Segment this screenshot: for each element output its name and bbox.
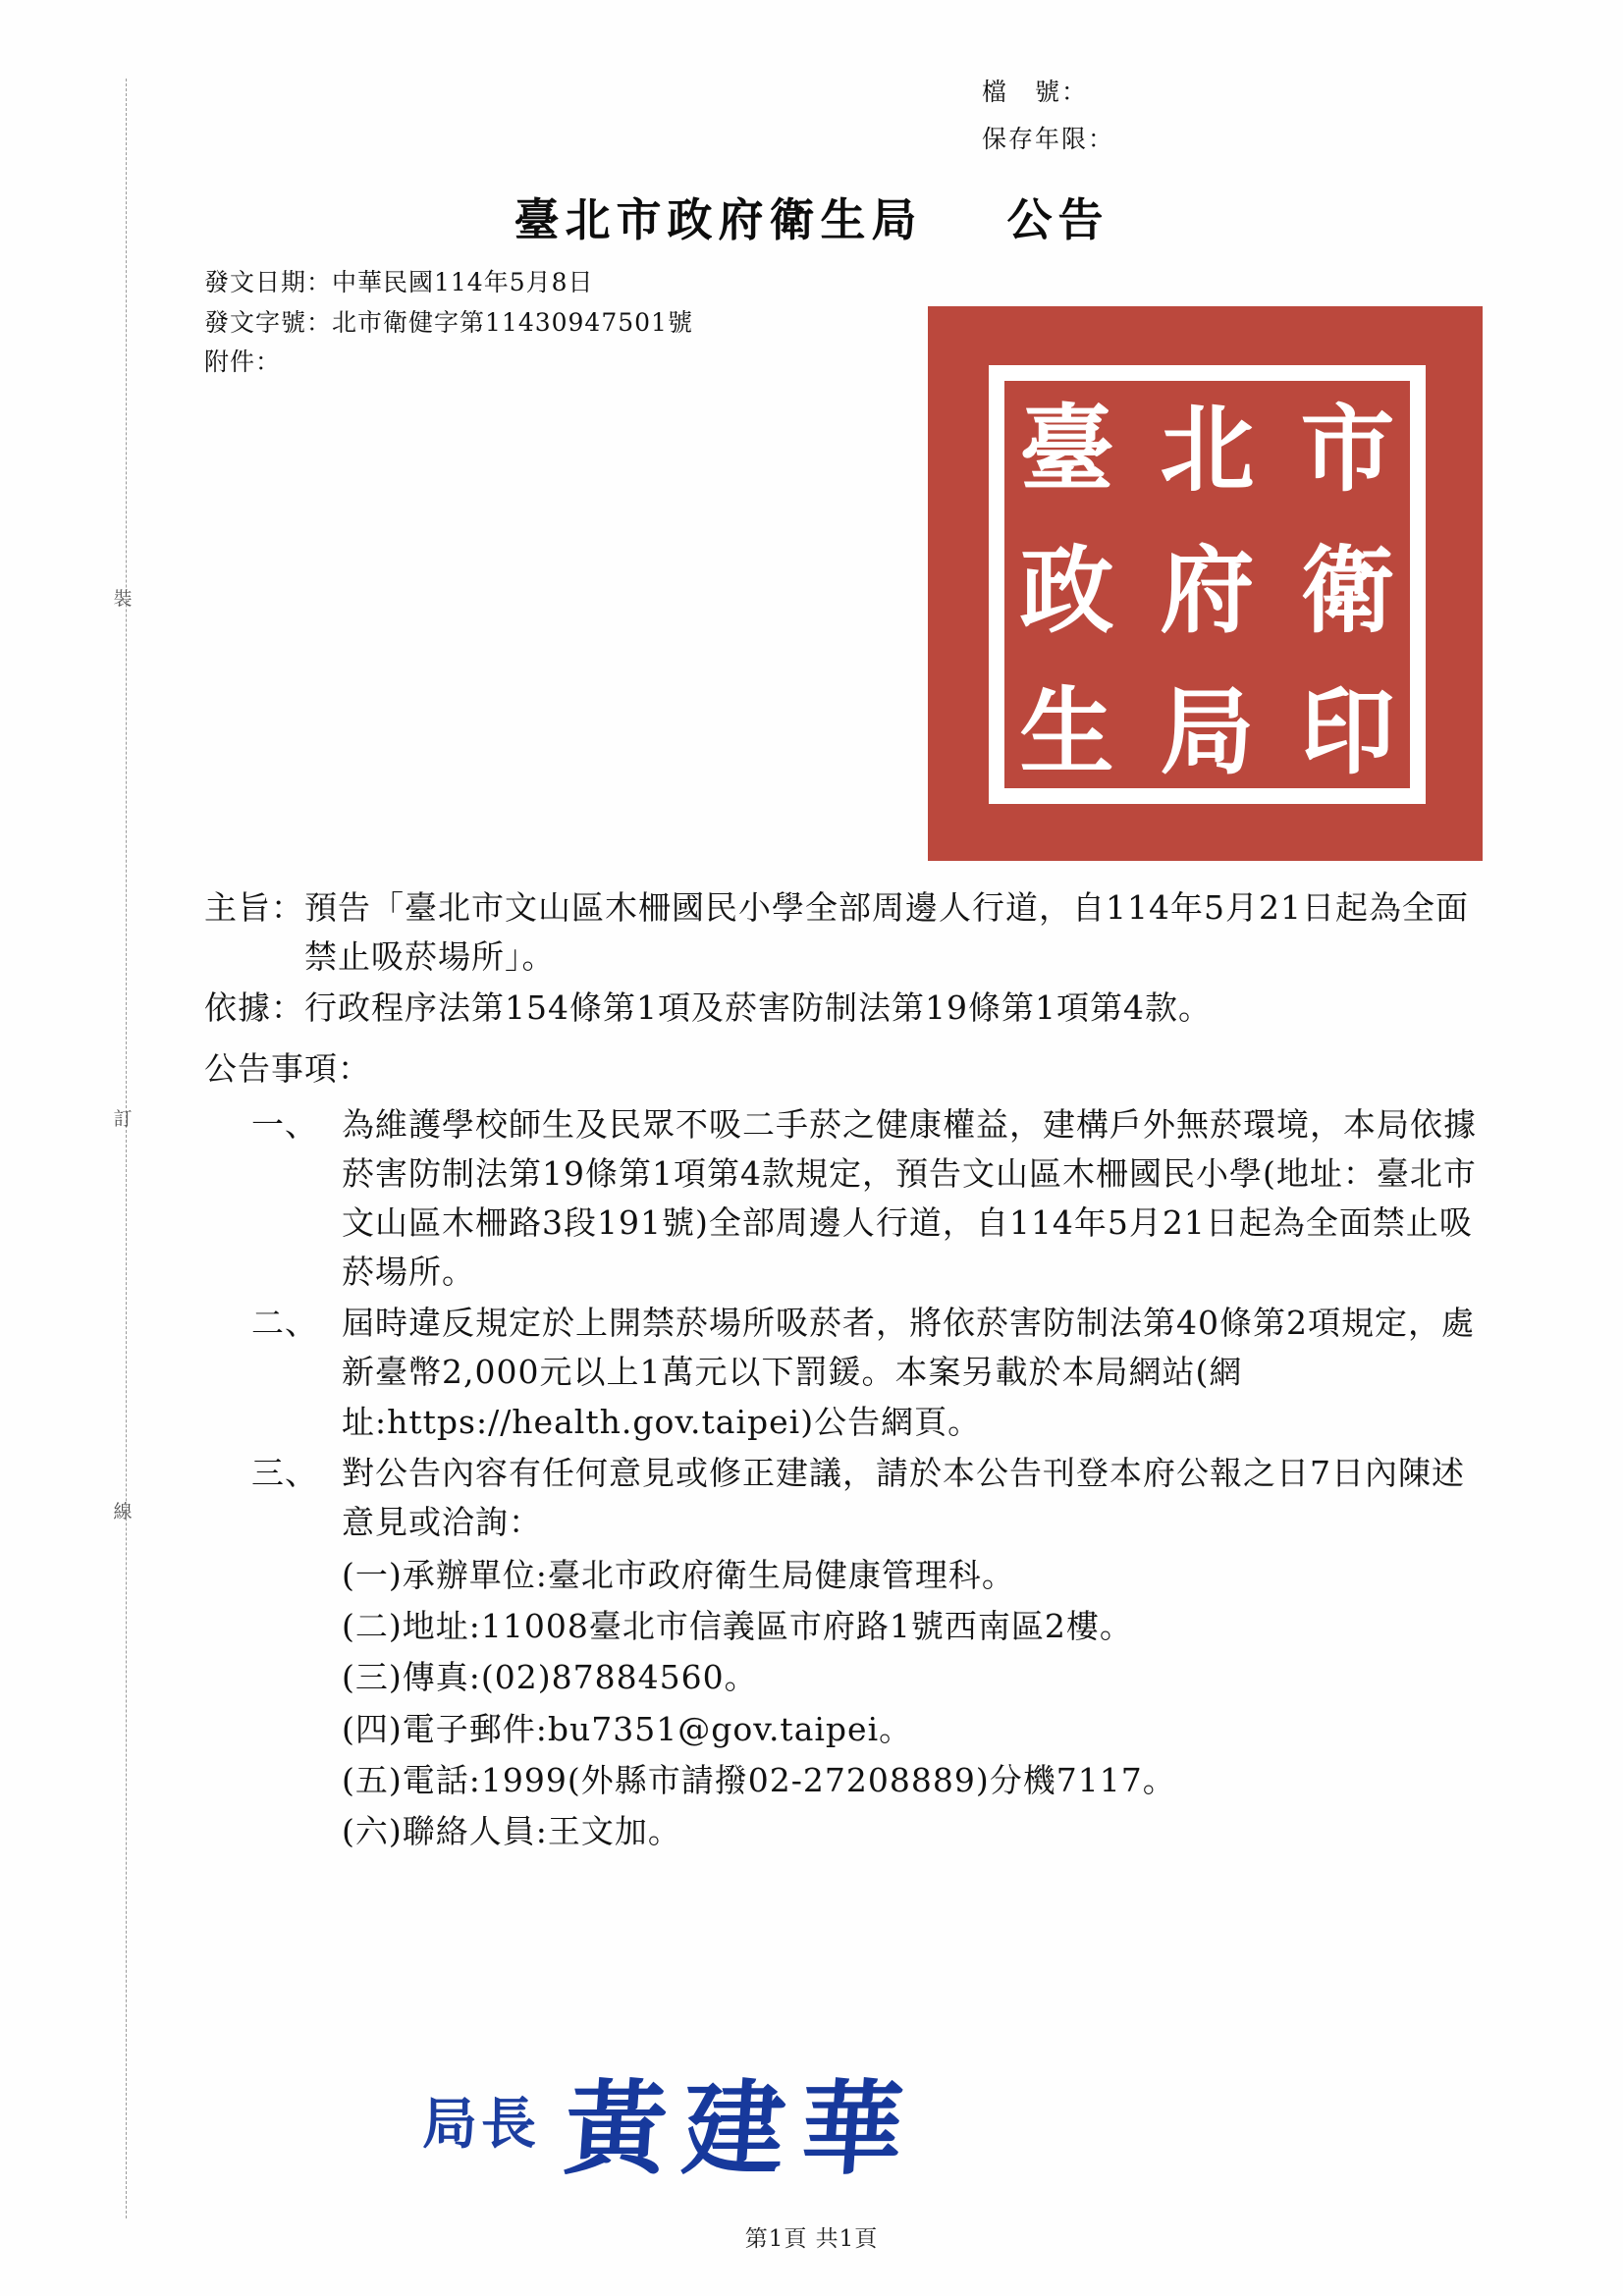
subject-row bbox=[204, 883, 1481, 982]
margin-mark-xian bbox=[102, 1502, 145, 1522]
page-title bbox=[0, 185, 1623, 249]
item-text: 為維護學校師生及民眾不吸二手菸之健康權益，建構戶外無菸環境，本局依據菸害防制法第19條第1項第4款規定，預告文山區木柵國民小學(地址：臺北市文山區木柵路3段191號)全部周邊人行道，自114年5月21日起為全面禁止吸菸場所。 bbox=[342, 1104, 1477, 1292]
margin-mark-xian-text: 線 bbox=[113, 1501, 135, 1522]
list-item: (五)電話:1999(外縣市請撥02-27208889)分機7117。 bbox=[342, 1760, 1176, 1799]
contact-sub-items bbox=[342, 1551, 1481, 1856]
binding-dashed-rule bbox=[126, 79, 127, 2218]
seal-glyph: 生 bbox=[1019, 676, 1114, 788]
list-item bbox=[251, 1100, 1481, 1298]
signature-name: 黃建華 bbox=[561, 2068, 923, 2189]
margin-mark-ding bbox=[102, 1109, 145, 1130]
announcement-items bbox=[251, 1100, 1481, 1856]
seal-glyph: 市 bbox=[1300, 393, 1395, 505]
item-marker: 二、 bbox=[251, 1304, 318, 1343]
item-marker: 三、 bbox=[251, 1453, 318, 1492]
seal-glyph-grid bbox=[997, 371, 1418, 796]
attachment-label: 附件： bbox=[204, 347, 282, 376]
seal-glyph: 局 bbox=[1160, 676, 1255, 788]
page-footer: 第1頁 共1頁 bbox=[744, 2226, 879, 2252]
announcement-items-label: 公告事項： bbox=[204, 1049, 371, 1089]
seal-glyph: 臺 bbox=[1019, 393, 1114, 505]
margin-mark-zhuang bbox=[102, 589, 145, 610]
seal-glyph: 府 bbox=[1160, 534, 1255, 646]
issuing-organization: 臺北市政府衛生局 bbox=[514, 193, 923, 246]
signature-block bbox=[422, 2047, 923, 2194]
document-type: 公告 bbox=[1006, 193, 1109, 246]
issue-date: 發文日期：中華民國114年5月8日 bbox=[204, 268, 594, 296]
margin-mark-ding-text: 訂 bbox=[113, 1108, 135, 1130]
item-text: 對公告內容有任何意見或修正建議，請於本公告刊登本府公報之日7日內陳述意見或洽詢： bbox=[342, 1453, 1465, 1541]
signature-title: 局長 bbox=[422, 2092, 540, 2157]
official-seal bbox=[928, 306, 1483, 861]
list-item: (四)電子郵件:bu7351@gov.taipei。 bbox=[342, 1709, 913, 1748]
list-item: (二)地址:11008臺北市信義區市府路1號西南區2樓。 bbox=[342, 1607, 1133, 1646]
file-number-label: 檔 號： bbox=[982, 78, 1089, 106]
list-item: (六)聯絡人員:王文加。 bbox=[342, 1811, 681, 1850]
item-marker: 一、 bbox=[251, 1104, 318, 1144]
margin-mark-zhuang-text: 裝 bbox=[113, 588, 135, 610]
list-item bbox=[251, 1299, 1481, 1446]
basis-text: 行政程序法第154條第1項及菸害防制法第19條第1項第4款。 bbox=[304, 988, 1212, 1028]
list-item bbox=[251, 1449, 1481, 1547]
list-item: (一)承辦單位:臺北市政府衛生局健康管理科。 bbox=[342, 1556, 1015, 1595]
subject-text: 預告「臺北市文山區木柵國民小學全部周邊人行道，自114年5月21日起為全面禁止吸菸場所」。 bbox=[304, 888, 1469, 977]
item-text: 屆時違反規定於上開禁菸場所吸菸者，將依菸害防制法第40條第2項規定，處新臺幣2,000元以上1萬元以下罰鍰。本案另載於本局網站(網址:https://health.gov.taipei)公告網頁。 bbox=[342, 1304, 1475, 1441]
document-body bbox=[204, 883, 1481, 1858]
list-item: (三)傳真:(02)87884560。 bbox=[342, 1658, 758, 1697]
document-number: 發文字號：北市衛健字第11430947501號 bbox=[204, 307, 693, 337]
basis-row bbox=[204, 984, 1481, 1033]
seal-glyph: 衛 bbox=[1300, 534, 1395, 646]
basis-label: 依據： bbox=[204, 988, 304, 1028]
seal-glyph: 政 bbox=[1019, 534, 1114, 646]
retention-period-label: 保存年限： bbox=[982, 124, 1115, 153]
header-fields bbox=[982, 69, 1114, 162]
subject-label: 主旨： bbox=[204, 888, 304, 927]
seal-glyph: 北 bbox=[1160, 393, 1255, 505]
document-meta bbox=[204, 263, 693, 383]
seal-glyph: 印 bbox=[1300, 676, 1395, 788]
